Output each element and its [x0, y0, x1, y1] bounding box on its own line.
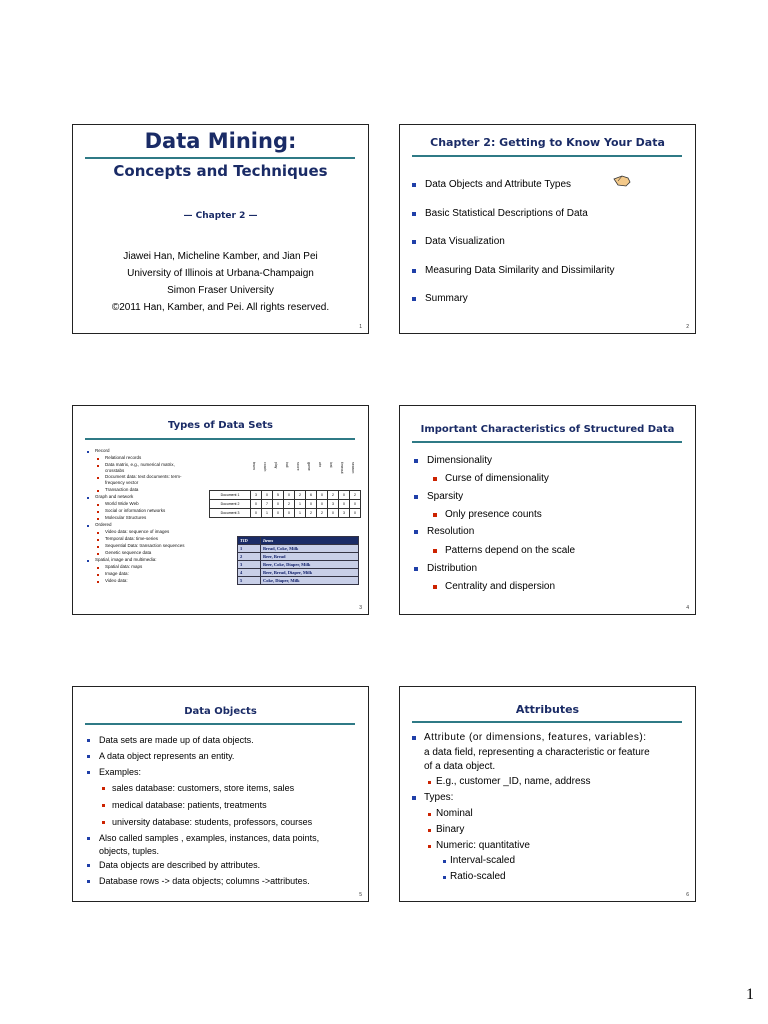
matrix-header: score [296, 462, 300, 471]
matrix-header: ball [285, 462, 289, 468]
cell: 2 [295, 491, 306, 500]
toc-item: Data Objects and Attribute Types [425, 179, 572, 190]
slide-1 [72, 124, 369, 334]
bullet-icon [414, 530, 418, 534]
bullet-icon [97, 532, 99, 534]
affiliation-1: University of Illinois at Urbana-Champaign [127, 268, 314, 279]
list-item: Dimensionality [427, 455, 493, 466]
list-item: Distribution [427, 563, 478, 574]
matrix-header: win [318, 462, 322, 468]
bullet-icon [87, 771, 90, 774]
list-item: Temporal data: time-series [105, 536, 159, 541]
list-item: Database rows -> data objects; columns ->attributes. [99, 876, 310, 886]
cell: 2 [306, 509, 317, 518]
cell: 1 [295, 509, 306, 518]
cell: Beer, Bread [261, 553, 359, 561]
title-rule [412, 441, 682, 443]
bullet-icon [412, 269, 416, 273]
matrix-header: lost [329, 462, 333, 468]
column-header: Items [261, 537, 359, 545]
table-row [238, 569, 359, 577]
list-item: Sparsity [427, 491, 464, 502]
list-item: Ratio-scaled [450, 871, 506, 882]
bullet-icon [87, 739, 90, 742]
cell: 3 [339, 509, 350, 518]
list-item: Graph and network [95, 494, 134, 499]
list-item: Interval-scaled [450, 855, 516, 866]
list-item: sales database: customers, store items, sales [112, 783, 295, 793]
bullet-icon [102, 804, 105, 807]
list-item: objects, tuples. [99, 846, 160, 856]
bullet-icon [97, 490, 99, 492]
list-item: Only presence counts [445, 509, 542, 520]
bullet-icon [428, 781, 431, 784]
cell: 0 [317, 500, 328, 509]
cell: 2 [317, 509, 328, 518]
bullet-icon [102, 787, 105, 790]
list-item: Image data: [105, 571, 129, 576]
title-rule [85, 438, 355, 440]
slide-6-title: Attributes [515, 703, 580, 716]
toc-item: Measuring Data Similarity and Dissimilarity [425, 265, 615, 276]
bullet-icon [97, 511, 99, 513]
list-item: Examples: [99, 767, 142, 777]
bullet-icon [87, 880, 90, 883]
table-row [238, 553, 359, 561]
bullet-icon [97, 518, 99, 520]
slide-number: 6 [686, 892, 689, 898]
bullet-icon [87, 560, 89, 562]
list-item: Types: [424, 792, 454, 803]
list-item: Patterns depend on the scale [445, 545, 576, 556]
cell: 3 [328, 500, 339, 509]
cell: 0 [339, 491, 350, 500]
bullet-icon [97, 546, 99, 548]
bullet-icon [97, 477, 99, 479]
list-item: crosstabs [105, 468, 125, 473]
cell: 0 [251, 500, 262, 509]
slide-5 [72, 686, 369, 902]
bullet-icon [102, 821, 105, 824]
list-item: Spatial data: maps [105, 564, 143, 569]
list-item: medical database: patients, treatments [112, 800, 267, 810]
matrix-headers [252, 452, 362, 488]
bullet-icon [414, 567, 418, 571]
list-item: of a data object. [424, 761, 496, 772]
title-rule [412, 155, 682, 157]
list-item: E.g., customer _ID, name, address [436, 776, 591, 787]
slide-1-subtitle: Concepts and Techniques [113, 162, 328, 180]
slide-2-title: Chapter 2: Getting to Know Your Data [430, 136, 665, 149]
toc-item: Data Visualization [425, 236, 505, 247]
list-item: Record [95, 448, 110, 453]
slide-number: 3 [359, 605, 362, 611]
table-row [238, 577, 359, 585]
matrix-header: season [351, 462, 355, 474]
slide-4-title: Important Characteristics of Structured Data [420, 424, 675, 435]
cell: 0 [306, 500, 317, 509]
slide-number: 5 [359, 892, 362, 898]
title-rule [85, 723, 355, 725]
matrix-header: team [252, 462, 256, 470]
slide-3 [72, 405, 369, 615]
list-item: university database: students, professors, courses [112, 817, 313, 827]
slide-1-title: Data Mining: [144, 129, 297, 153]
slide-4 [399, 405, 696, 615]
cell: 7 [262, 500, 273, 509]
table-header-row [238, 537, 359, 545]
cell: 3 [251, 491, 262, 500]
bullet-icon [433, 477, 437, 481]
bullet-icon [414, 459, 418, 463]
cell: 4 [238, 569, 261, 577]
document-term-matrix [209, 490, 361, 518]
list-item: Data objects are described by attributes. [99, 860, 261, 870]
list-item: Centrality and dispersion [445, 581, 556, 592]
bullet-icon [443, 876, 446, 879]
bullet-icon [87, 525, 89, 527]
table-row [210, 509, 361, 518]
list-item: A data object represents an entity. [99, 751, 235, 761]
title-rule [85, 157, 355, 159]
bullet-icon [97, 458, 99, 460]
cell: 3 [238, 561, 261, 569]
bullet-icon [412, 183, 416, 187]
cell: 0 [328, 509, 339, 518]
cell: 5 [273, 491, 284, 500]
cell: 6 [306, 491, 317, 500]
bullet-icon [428, 845, 431, 848]
slide-5-title: Data Objects [184, 706, 257, 717]
list-item: Resolution [427, 526, 475, 537]
cell: 0 [251, 509, 262, 518]
table-row [238, 545, 359, 553]
bullet-icon [412, 240, 416, 244]
page-number: 1 [746, 986, 754, 1003]
toc-item: Summary [425, 293, 468, 304]
bullet-icon [87, 497, 89, 499]
slide-number: 4 [686, 605, 689, 611]
list-item: Binary [436, 824, 465, 835]
title-rule [412, 721, 682, 723]
list-item: a data field, representing a characteristic or feature [424, 747, 650, 758]
cell: 1 [295, 500, 306, 509]
bullet-icon [97, 539, 99, 541]
cell: Beer, Coke, Diaper, Milk [261, 561, 359, 569]
slide-2 [399, 124, 696, 334]
cell: 0 [284, 509, 295, 518]
list-item: Relational records [105, 455, 142, 460]
slide-number: 2 [686, 324, 689, 330]
cell: 1 [262, 509, 273, 518]
list-item: Ordered [95, 522, 112, 527]
matrix-header: play [274, 462, 278, 469]
transaction-table [237, 536, 359, 585]
table-row [238, 561, 359, 569]
list-item: Sequential Data: transaction sequences [105, 543, 185, 548]
bullet-icon [97, 574, 99, 576]
cell: 0 [273, 500, 284, 509]
cell: 0 [339, 500, 350, 509]
list-item: World Wide Web [105, 501, 139, 506]
bullet-icon [412, 212, 416, 216]
bullet-icon [87, 837, 90, 840]
list-item: Transaction data [105, 487, 139, 492]
matrix-header: coach [263, 462, 267, 472]
bullet-icon [87, 755, 90, 758]
cell: 0 [317, 491, 328, 500]
bullet-icon [97, 581, 99, 583]
bullet-icon [428, 829, 431, 832]
cell: 0 [350, 500, 361, 509]
bullet-icon [97, 465, 99, 467]
bullet-icon [412, 796, 416, 800]
list-item: Video data: sequence of images [105, 529, 170, 534]
bullet-icon [433, 585, 437, 589]
list-item: Document data: text documents: term- [105, 474, 182, 479]
bullet-icon [414, 495, 418, 499]
bullet-icon [433, 549, 437, 553]
list-item: frequency vector [105, 480, 139, 485]
list-item: Nominal [436, 808, 473, 819]
row-label: Document 1 [210, 491, 251, 500]
list-item: Genetic sequence data [105, 550, 152, 555]
bullet-icon [97, 553, 99, 555]
cell: 0 [284, 491, 295, 500]
pointing-hand-icon [612, 173, 632, 189]
affiliation-2: Simon Fraser University [167, 285, 274, 296]
cell: Beer, Bread, Diaper, Milk [261, 569, 359, 577]
list-item: Numeric: quantitative [436, 840, 530, 851]
column-header: TID [238, 537, 261, 545]
list-item: Video data: [105, 578, 128, 583]
copyright: ©2011 Han, Kamber, and Pei. All rights reserved. [111, 302, 330, 313]
cell: 0 [273, 509, 284, 518]
bullet-icon [428, 813, 431, 816]
slide-3-title: Types of Data Sets [167, 420, 273, 431]
slide-6 [399, 686, 696, 902]
list-item: Social or information networks [105, 508, 166, 513]
bullet-icon [412, 736, 416, 740]
list-item: Also called samples , examples, instances, data points, [99, 833, 320, 843]
cell: 0 [262, 491, 273, 500]
bullet-icon [443, 860, 446, 863]
list-item: Spatial, image and multimedia: [95, 557, 157, 562]
cell: 2 [238, 553, 261, 561]
bullet-icon [433, 513, 437, 517]
chapter-label: — Chapter 2 — [183, 211, 258, 221]
matrix-header: timeout [340, 462, 344, 474]
cell: 2 [284, 500, 295, 509]
table-row [210, 491, 361, 500]
row-label: Document 2 [210, 500, 251, 509]
list-item: Molecular Structures [105, 515, 147, 520]
slide-number: 1 [359, 324, 362, 330]
cell: Bread, Coke, Milk [261, 545, 359, 553]
list-item: Data sets are made up of data objects. [99, 735, 254, 745]
bullet-icon [87, 451, 89, 453]
cell: Coke, Diaper, Milk [261, 577, 359, 585]
bullet-icon [87, 864, 90, 867]
bullet-icon [97, 567, 99, 569]
bullet-icon [97, 504, 99, 506]
authors: Jiawei Han, Micheline Kamber, and Jian Pei [123, 251, 318, 262]
cell: 2 [350, 491, 361, 500]
cell: 5 [238, 577, 261, 585]
cell: 1 [238, 545, 261, 553]
cell: 0 [350, 509, 361, 518]
list-item: Curse of dimensionality [445, 473, 549, 484]
toc-item: Basic Statistical Descriptions of Data [425, 208, 588, 219]
matrix-header: game [307, 462, 311, 471]
row-label: Document 3 [210, 509, 251, 518]
table-row [210, 500, 361, 509]
list-item: Attribute (or dimensions, features, variables): [424, 732, 647, 743]
cell: 2 [328, 491, 339, 500]
bullet-icon [412, 297, 416, 301]
list-item: Data matrix, e.g., numerical matrix, [105, 462, 175, 467]
